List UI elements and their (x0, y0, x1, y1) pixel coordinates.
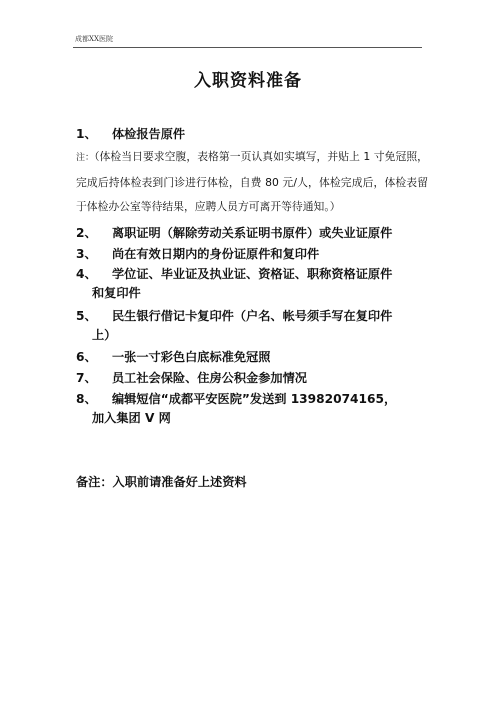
list-item-text-continued: 上） (92, 328, 117, 342)
list-item-text: 一张一寸彩色白底标准免冠照 (112, 350, 271, 364)
list-item-text-continued: 加入集团 V 网 (92, 411, 171, 425)
list-item (76, 390, 428, 428)
list-item-text: 编辑短信“成都平安医院”发送到 13982074165， (112, 392, 397, 406)
note-prefix: 注： (76, 153, 95, 163)
list-item (76, 245, 428, 264)
closing-remark: 备注：入职前请准备好上述资料 (76, 475, 247, 489)
list-item-number: 5、 (76, 309, 97, 323)
list-item (76, 307, 428, 345)
list-item-number: 6、 (76, 350, 97, 364)
list-item-number: 2、 (76, 226, 97, 240)
list-item-text: 离职证明（解除劳动关系证明书原件）或失业证原件 (112, 226, 393, 240)
list-item-number: 7、 (76, 371, 97, 385)
list-item-text: 尚在有效日期内的身份证原件和复印件 (112, 247, 320, 261)
exam-note (76, 145, 428, 220)
note-text: （体检当日要求空腹，表格第一页认真如实填写，并贴上 1 寸免冠照，完成后持体检表到门诊进行体检，自费 80 元/人，体检完成后，体检表留于体检办公室等待结果，应聘人员方可离开等待通知。） (76, 150, 428, 213)
list-item-text: 体检报告原件 (112, 127, 186, 141)
header-org-name: 成都XX医院 (75, 35, 113, 43)
list-item (76, 369, 428, 388)
list-item-text: 民生银行借记卡复印件（户名、帐号须手写在复印件 (112, 309, 393, 323)
list-item (76, 125, 428, 144)
list-item (76, 224, 428, 243)
list-item (76, 348, 428, 367)
list-item-text-continued: 和复印件 (92, 286, 141, 300)
list-item-number: 3、 (76, 247, 97, 261)
list-item-number: 8、 (76, 392, 97, 406)
document-title: 入职资料准备 (194, 71, 302, 91)
list-item-number: 4、 (76, 267, 97, 281)
list-item-number: 1、 (76, 127, 97, 141)
list-item-text: 学位证、毕业证及执业证、资格证、职称资格证原件 (112, 267, 393, 281)
header-rule (73, 47, 422, 48)
list-item (76, 265, 428, 303)
list-item-text: 员工社会保险、住房公积金参加情况 (112, 371, 307, 385)
